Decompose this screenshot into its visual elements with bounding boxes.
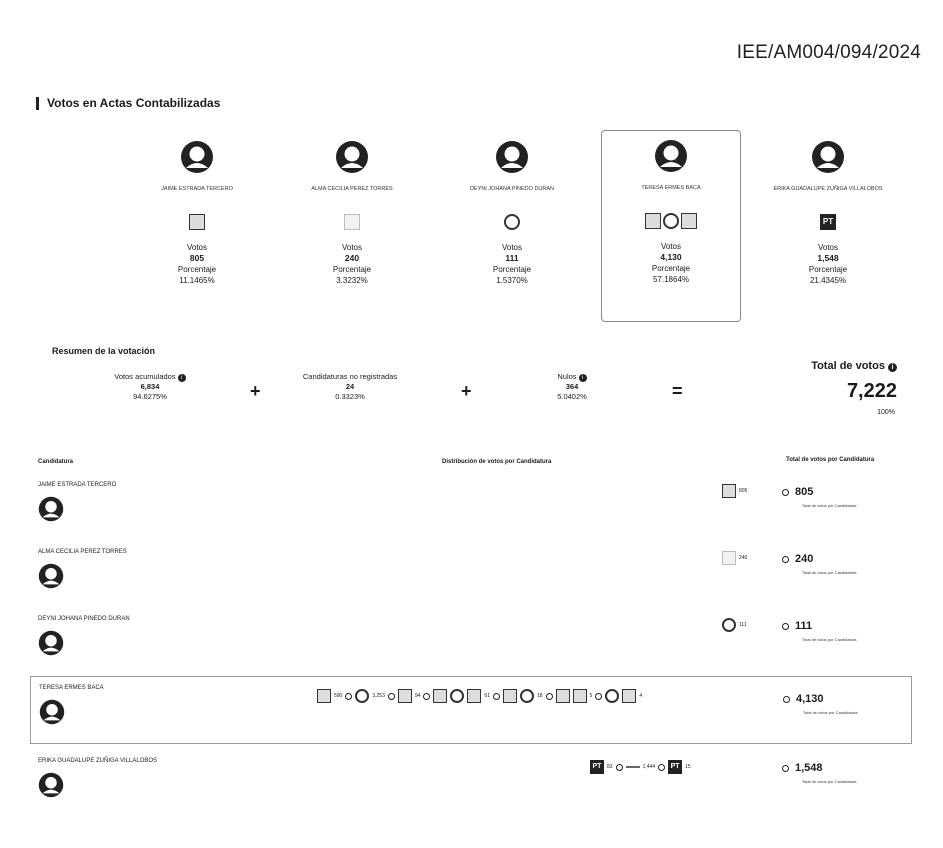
percentage-value: 1.5370% bbox=[496, 276, 528, 285]
candidate-name: ALMA CECILIA PEREZ TORRES bbox=[311, 186, 393, 192]
percentage-label: Porcentaje bbox=[651, 264, 691, 273]
bullet-icon bbox=[782, 765, 789, 772]
user-avatar-icon bbox=[495, 140, 529, 174]
distribution-value: 61 bbox=[484, 693, 490, 699]
row-total-value: 4,130 bbox=[796, 693, 824, 705]
bullet-icon bbox=[658, 764, 665, 771]
party-logo-icon bbox=[398, 689, 412, 703]
votes-label: Votos bbox=[186, 243, 207, 252]
bullet-icon bbox=[782, 489, 789, 496]
party-logo-icon bbox=[556, 689, 570, 703]
candidate-name: DEYNI JOHANA PINEDO DURAN bbox=[469, 186, 555, 192]
info-icon[interactable]: i bbox=[178, 374, 186, 382]
percentage-label: Porcentaje bbox=[332, 265, 372, 274]
row-total-caption: Total de votos por Candidatura bbox=[802, 503, 857, 508]
info-icon[interactable]: i bbox=[888, 363, 897, 372]
row-total-caption: Total de votos por Candidatura bbox=[802, 637, 857, 642]
distribution-value: 1,444 bbox=[642, 764, 656, 770]
candidate-card bbox=[442, 140, 582, 286]
summary-no-registradas bbox=[290, 372, 410, 402]
party-logo-icon bbox=[722, 484, 736, 498]
party-logo-icon bbox=[355, 689, 369, 703]
party-logo-icon bbox=[681, 213, 697, 229]
votes-value: 4,130 bbox=[660, 252, 682, 262]
info-icon[interactable]: i bbox=[579, 374, 587, 382]
total-value: 7,222 bbox=[846, 380, 897, 402]
user-avatar-icon bbox=[335, 140, 369, 174]
table-row bbox=[30, 608, 912, 678]
plus-sign: + bbox=[461, 381, 472, 401]
col-header-distribucion: Distribución de votos por Candidatura bbox=[442, 459, 552, 465]
bullet-icon bbox=[782, 556, 789, 563]
percentage-value: 57.1864% bbox=[652, 275, 690, 284]
bullet-icon bbox=[616, 764, 623, 771]
percentage-label: Porcentaje bbox=[492, 265, 532, 274]
bullet-icon bbox=[782, 623, 789, 630]
summary-acumulados bbox=[90, 372, 210, 402]
bullet-icon bbox=[493, 693, 500, 700]
candidate-card bbox=[127, 140, 267, 286]
bullet-icon bbox=[388, 693, 395, 700]
party-logo-icon bbox=[504, 214, 520, 230]
votes-label: Votos bbox=[501, 243, 522, 252]
col-header-total: Total de votos por Candidatura bbox=[786, 457, 875, 463]
row-total-caption: Total de votos por Candidatura bbox=[802, 570, 857, 575]
bullet-icon bbox=[595, 693, 602, 700]
percentage-value: 11.1465% bbox=[179, 276, 215, 285]
summary-value: 6,834 bbox=[140, 382, 160, 391]
party-logo-icon bbox=[722, 618, 736, 632]
votes-value: 240 bbox=[344, 253, 360, 263]
percentage-value: 3.3232% bbox=[336, 276, 368, 285]
party-logo-icon bbox=[503, 689, 517, 703]
user-avatar-icon bbox=[38, 630, 64, 656]
bullet-icon bbox=[783, 696, 790, 703]
summary-label: Nulos bbox=[557, 372, 577, 381]
summary-pct: 5.0402% bbox=[557, 392, 587, 401]
party-logo-icon: PT bbox=[590, 760, 604, 774]
row-total-value: 111 bbox=[795, 620, 813, 632]
distribution-value: 5 bbox=[589, 693, 593, 699]
user-avatar-icon bbox=[38, 496, 64, 522]
party-logo-icon: PT bbox=[820, 214, 836, 230]
party-logo-icon bbox=[317, 689, 331, 703]
summary-pct: 0.3323% bbox=[335, 392, 365, 401]
user-avatar-icon bbox=[654, 139, 688, 173]
candidate-name: TERESA ERMES BACA bbox=[641, 185, 701, 191]
bullet-icon bbox=[423, 693, 430, 700]
distribution-value: 18 bbox=[536, 693, 543, 699]
summary-label: Candidaturas no registradas bbox=[302, 372, 398, 381]
votes-label: Votos bbox=[817, 243, 838, 252]
row-candidate-name: ERIKA GUADALUPE ZUÑIGA VILLALOBOS bbox=[38, 758, 158, 764]
votes-label: Votos bbox=[341, 243, 362, 252]
row-total-value: 805 bbox=[795, 486, 814, 498]
summary-value: 364 bbox=[565, 382, 579, 391]
votes-value: 805 bbox=[189, 253, 205, 263]
row-candidate-name: JAIME ESTRADA TERCERO bbox=[38, 482, 117, 488]
summary-value: 24 bbox=[345, 382, 355, 391]
candidate-card bbox=[282, 140, 422, 286]
total-label: Total de votos i bbox=[811, 360, 897, 372]
user-avatar-icon bbox=[38, 772, 64, 798]
party-logo-icon bbox=[645, 213, 661, 229]
party-logo-icon bbox=[189, 214, 205, 230]
votes-value: 1,548 bbox=[817, 253, 839, 263]
percentage-label: Porcentaje bbox=[177, 265, 217, 274]
party-logo-icon bbox=[467, 689, 481, 703]
user-avatar-icon bbox=[811, 140, 845, 174]
resumen-title: Resumen de la votación bbox=[52, 346, 156, 356]
section-title: Votos en Actas Contabilizadas bbox=[36, 97, 220, 110]
party-logo-icon bbox=[450, 689, 464, 703]
row-total-caption: Total de votos por Candidatura bbox=[803, 710, 858, 715]
row-total-caption: Total de votos por Candidatura bbox=[802, 779, 857, 784]
candidate-name: ERIKA GUADALUPE ZUÑIGA VILLALOBOS bbox=[773, 186, 883, 192]
party-logo-icon bbox=[722, 551, 736, 565]
summary-pct: 94.6275% bbox=[133, 392, 167, 401]
candidate-card-winner bbox=[601, 130, 741, 322]
party-logo-icon bbox=[344, 214, 360, 230]
bullet-icon bbox=[345, 693, 352, 700]
party-logo-icon bbox=[663, 213, 679, 229]
party-logo-icon bbox=[622, 689, 636, 703]
plus-sign: + bbox=[250, 381, 261, 401]
col-header-candidatura: Candidatura bbox=[38, 459, 74, 465]
distribution-value: 3,253 bbox=[372, 693, 385, 699]
distribution-value: 240 bbox=[739, 555, 748, 561]
percentage-value: 21.4345% bbox=[809, 276, 847, 285]
party-logo-icon bbox=[520, 689, 534, 703]
user-avatar-icon bbox=[39, 699, 65, 725]
distribution-value: 111 bbox=[739, 622, 747, 628]
total-pct: 100% bbox=[877, 409, 895, 416]
table-row bbox=[30, 474, 912, 544]
row-candidate-name: DEYNI JOHANA PINEDO DURAN bbox=[38, 616, 130, 622]
votes-value: 111 bbox=[505, 253, 519, 263]
candidate-card bbox=[758, 140, 898, 286]
summary-label: Votos acumulados bbox=[114, 372, 176, 381]
distribution-value: 590 bbox=[334, 693, 343, 699]
row-total-value: 240 bbox=[795, 553, 814, 565]
document-id: IEE/AM004/094/2024 bbox=[736, 42, 921, 63]
user-avatar-icon bbox=[38, 563, 64, 589]
row-candidate-name: ALMA CECILIA PEREZ TORRES bbox=[38, 549, 127, 555]
distribution-value: 94 bbox=[414, 693, 421, 699]
party-logo-icon bbox=[605, 689, 619, 703]
distribution-value: 15 bbox=[685, 764, 691, 770]
distribution-value: 805 bbox=[739, 488, 748, 494]
party-logo-icon bbox=[626, 766, 640, 768]
table-row bbox=[30, 541, 912, 611]
table-row bbox=[30, 750, 912, 820]
table-row-winner bbox=[30, 676, 912, 744]
party-logo-icon bbox=[573, 689, 587, 703]
equals-sign: = bbox=[672, 381, 683, 401]
votes-label: Votos bbox=[660, 242, 681, 251]
distribution-value: 83 bbox=[607, 764, 613, 770]
candidate-name: JAIME ESTRADA TERCERO bbox=[161, 186, 233, 192]
percentage-label: Porcentaje bbox=[808, 265, 848, 274]
party-logo-icon bbox=[433, 689, 447, 703]
bullet-icon bbox=[546, 693, 553, 700]
party-logo-icon: PT bbox=[668, 760, 682, 774]
row-candidate-name: TERESA ERMES BACA bbox=[39, 685, 104, 691]
distribution-value: 4 bbox=[639, 693, 643, 699]
row-total-value: 1,548 bbox=[795, 762, 823, 774]
summary-nulos bbox=[512, 372, 632, 402]
user-avatar-icon bbox=[180, 140, 214, 174]
